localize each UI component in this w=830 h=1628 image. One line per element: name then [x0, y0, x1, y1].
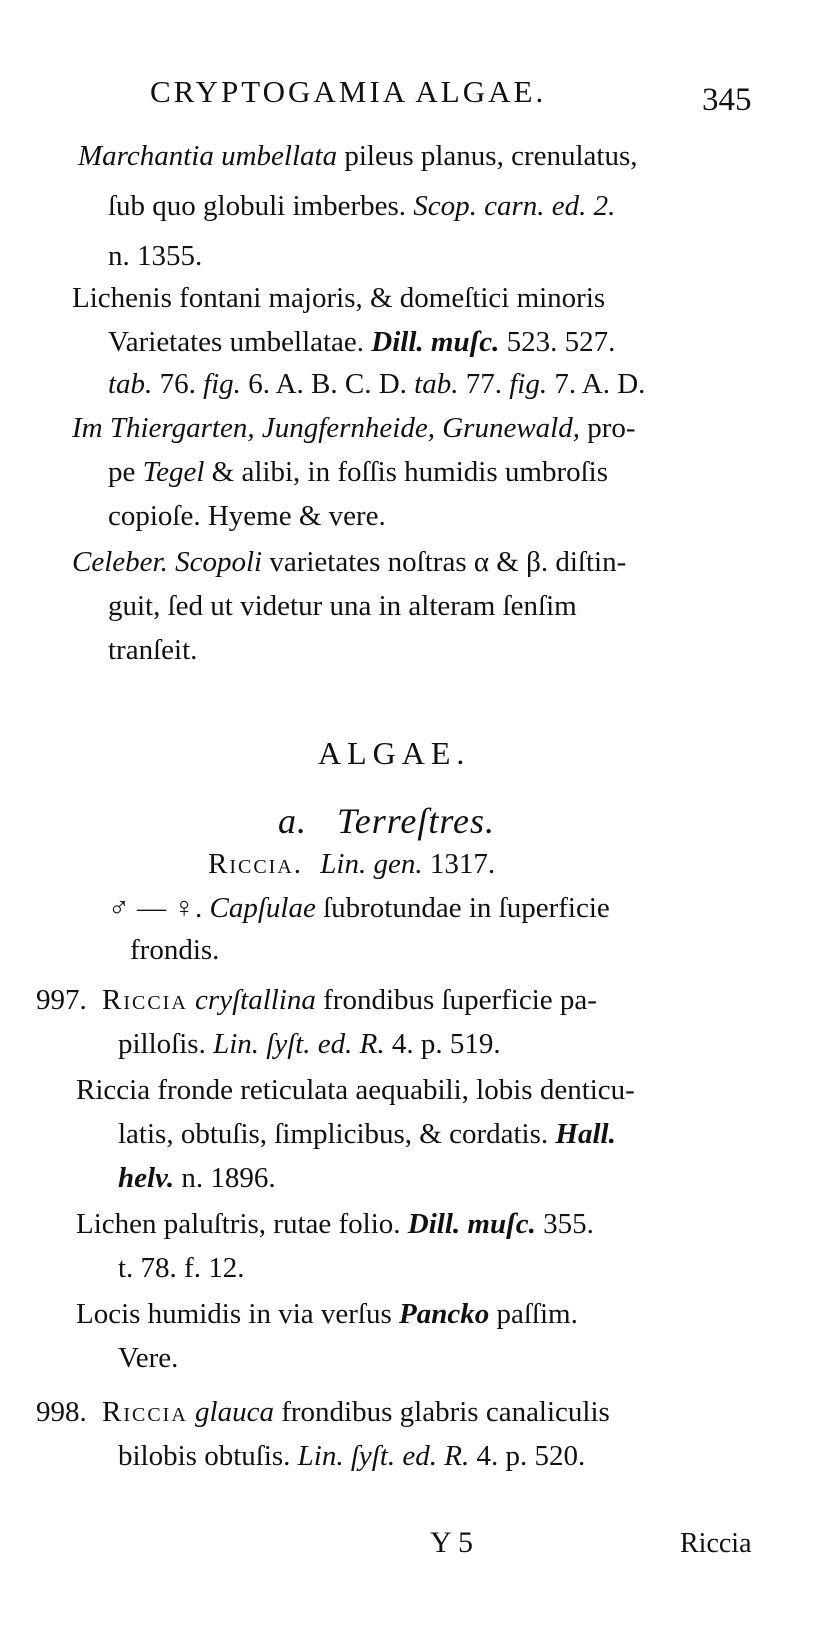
entry-997-synonym-1-line-2: [118, 1120, 616, 1149]
lichenis-line-1: Lichenis fontani majoris, & domeſtici minoris: [72, 282, 606, 314]
fig-label: fig.: [203, 368, 241, 400]
page-number: 345: [702, 82, 752, 118]
marchantia-line-3: n. 1355.: [108, 240, 203, 272]
reference-number: 1317.: [422, 848, 496, 880]
synonym-text: latis, obtuſis, ſimplicibus, & cordatis.: [118, 1118, 556, 1150]
entry-997-synonym-2-line-2: t. 78. f. 12.: [118, 1252, 245, 1284]
genus-name: Riccia: [102, 1396, 188, 1428]
entry-997-synonym-1-line-3: [118, 1164, 276, 1193]
note-line-2: guit, ſed ut videtur una in alteram ſenſim: [108, 590, 577, 622]
fig-number: 6. A. B. C. D.: [240, 368, 415, 400]
catchword: Riccia: [680, 1528, 752, 1559]
tab-number: 77.: [458, 368, 510, 400]
locality-line-3: copioſe. Hyeme & vere.: [108, 500, 386, 532]
entry-997-locality-line-2: Vere.: [118, 1342, 179, 1374]
reference: Dill. muſc.: [371, 326, 500, 358]
reference: Lin. ſyſt. ed. R.: [213, 1028, 385, 1060]
entry-998-line-2: [118, 1442, 585, 1471]
description-text: pileus planus, crenulatus,: [337, 140, 638, 172]
signature-mark: Y 5: [430, 1526, 474, 1559]
reference: Lin. ſyſt. ed. R.: [297, 1440, 470, 1472]
note-text: varietates noſtras α & β. diſtin-: [262, 546, 627, 578]
note-line-3: tranſeit.: [108, 634, 198, 666]
tab-label: tab.: [414, 368, 459, 400]
sex-symbols: ♂ — ♀.: [108, 892, 210, 924]
entry-number: 997.: [36, 984, 87, 1016]
fig-number: 7. A. D.: [547, 368, 646, 400]
entry-998-line-1: [36, 1398, 610, 1427]
marchantia-line-2: [108, 192, 615, 221]
diagnosis-text: bilobis obtuſis.: [118, 1440, 298, 1472]
term: Capſulae: [209, 892, 316, 924]
place-name: Pancko: [399, 1298, 490, 1330]
diagnosis-text: frondibus glabris canaliculis: [273, 1396, 610, 1428]
genus-heading: [208, 850, 495, 879]
locality-text: Locis humidis in via verſus: [76, 1298, 399, 1330]
note-line-1: [72, 548, 626, 577]
subsection-title: Terreſtres.: [337, 801, 496, 841]
author-name: Celeber. Scopoli: [72, 546, 263, 578]
reference: Hall.: [555, 1118, 616, 1150]
lichenis-line-2: [108, 328, 615, 357]
description-text: ſub quo globuli imberbes.: [108, 190, 414, 222]
reference: Scop. carn. ed. 2.: [413, 190, 616, 222]
locality-text: paſſim.: [489, 1298, 578, 1330]
genus-character-line-1: [108, 894, 610, 923]
reference-numbers: 523. 527.: [499, 326, 616, 358]
locality-line-2: [108, 458, 608, 487]
reference-numbers: 355.: [535, 1208, 594, 1240]
fig-label: fig.: [509, 368, 548, 400]
reference-numbers: 4. p. 520.: [469, 1440, 586, 1472]
synonym-text: Varietates umbellatae.: [108, 326, 372, 358]
entry-997-line-2: [118, 1030, 501, 1059]
entry-997-line-1: [36, 986, 597, 1015]
reference-numbers: n. 1896.: [174, 1162, 276, 1194]
locality-text: pro-: [579, 412, 636, 444]
species-name: glauca: [195, 1396, 274, 1428]
entry-997-synonym-2-line-1: [76, 1210, 594, 1239]
tab-number: 76.: [152, 368, 204, 400]
entry-number: 998.: [36, 1396, 87, 1428]
species-name: cryſtallina: [195, 984, 316, 1016]
genus-character-line-2: frondis.: [130, 934, 220, 966]
locality-text: pe: [108, 456, 143, 488]
reference-numbers: 4. p. 519.: [384, 1028, 501, 1060]
section-heading: ALGAE.: [318, 735, 471, 771]
entry-997-synonym-1-line-1: Riccia fronde reticulata aequabili, lobis denticu-: [76, 1074, 635, 1106]
species-name: Marchantia umbellata: [78, 140, 338, 172]
running-head: CRYPTOGAMIA ALGAE.: [150, 74, 547, 109]
genus-name: Riccia.: [208, 848, 304, 880]
locality-text: & alibi, in foſſis humidis umbroſis: [204, 456, 608, 488]
character-text: ſubrotundae in ſuperficie: [315, 892, 610, 924]
place-name: Tegel: [142, 456, 205, 488]
locality-line-1: [72, 414, 636, 443]
lichenis-line-3: [108, 370, 645, 399]
reference: Lin. gen.: [320, 848, 423, 880]
synonym-text: Lichen paluſtris, rutae folio.: [76, 1208, 408, 1240]
subsection-heading: [278, 800, 495, 842]
entry-997-locality-line-1: [76, 1300, 578, 1329]
subsection-letter: a.: [278, 801, 307, 841]
place-names: Im Thiergarten, Jungfernheide, Grunewald,: [72, 412, 580, 444]
marchantia-line-1: [78, 142, 638, 171]
reference: Dill. muſc.: [407, 1208, 536, 1240]
reference: helv.: [118, 1162, 175, 1194]
genus-name: Riccia: [102, 984, 188, 1016]
diagnosis-text: pilloſis.: [118, 1028, 214, 1060]
diagnosis-text: frondibus ſuperficie pa-: [315, 984, 597, 1016]
tab-label: tab.: [108, 368, 153, 400]
